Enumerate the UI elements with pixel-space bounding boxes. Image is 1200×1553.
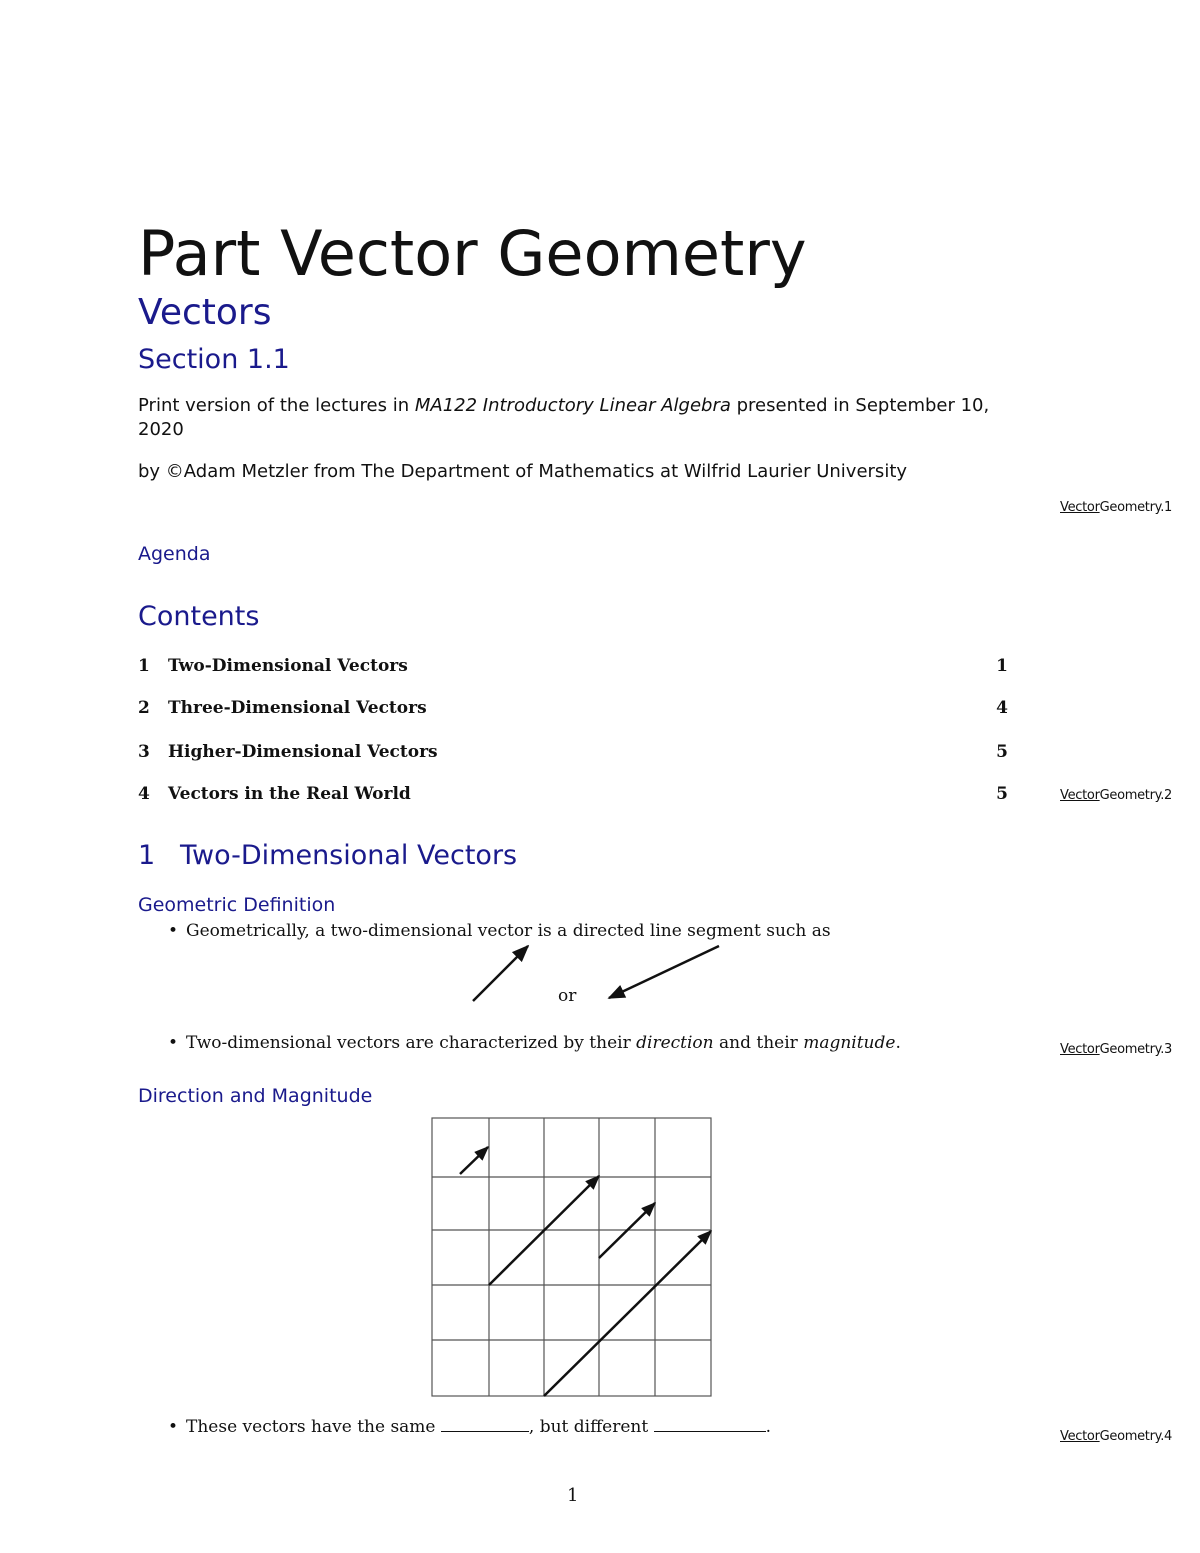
toc-number: 1 <box>138 656 150 676</box>
slide-tag-3 <box>1060 1042 1172 1058</box>
fill-in-blank-1[interactable] <box>441 1413 529 1432</box>
slide-tag-text: Geometry.1 <box>1099 500 1172 515</box>
grid-vectors <box>460 1147 711 1396</box>
bullet-dot: • <box>168 1417 179 1437</box>
part-title: Part Vector Geometry <box>138 217 807 290</box>
emphasis-direction: direction <box>636 1033 714 1053</box>
contents-heading: Contents <box>138 601 260 632</box>
bullet-same-different <box>168 1413 771 1439</box>
toc-entry[interactable] <box>138 653 1008 679</box>
grid-vector-medium <box>489 1176 599 1285</box>
fill-in-blank-2[interactable] <box>654 1413 766 1432</box>
print-info <box>138 394 998 442</box>
author-line: by ©Adam Metzler from The Department of Mathematics at Wilfrid Laurier University <box>138 461 908 482</box>
toc-entry[interactable] <box>138 739 1008 765</box>
toc-page: 1 <box>996 656 1008 676</box>
bullet-dot: • <box>168 921 179 941</box>
grid-vector-short <box>460 1147 488 1174</box>
grid-vector-long <box>544 1231 711 1396</box>
slide-tag-text: Geometry.3 <box>1099 1042 1172 1057</box>
slide-tag-4 <box>1060 1429 1172 1445</box>
toc-number: 2 <box>138 698 150 718</box>
toc-number: 4 <box>138 784 150 804</box>
print-info-suffix: presented in September 10, 2020 <box>138 395 990 440</box>
bullet-text: Two-dimensional vectors are characterized by their <box>186 1033 637 1053</box>
toc-entry[interactable] <box>138 695 1008 721</box>
section-number: 1 <box>138 840 156 871</box>
section-1-heading <box>138 838 517 874</box>
agenda-heading: Agenda <box>138 543 211 565</box>
slide-tag-link[interactable]: Vector <box>1060 788 1100 803</box>
or-label: or <box>558 986 577 1006</box>
bullet-geometric-definition <box>168 919 831 943</box>
chapter-title: Vectors <box>138 292 272 333</box>
direction-magnitude-heading: Direction and Magnitude <box>138 1085 373 1107</box>
slide-tag-link[interactable]: Vector <box>1060 1042 1100 1057</box>
toc-page: 5 <box>996 784 1008 804</box>
toc-entry[interactable] <box>138 781 1008 807</box>
grid-lines <box>432 1118 711 1396</box>
toc-page: 5 <box>996 742 1008 762</box>
slide-tag-link[interactable]: Vector <box>1060 500 1100 515</box>
example-vector-down-left <box>609 946 719 998</box>
slide-tag-link[interactable]: Vector <box>1060 1429 1100 1444</box>
example-vector-up-right <box>473 946 528 1001</box>
toc-label[interactable]: Vectors in the Real World <box>168 784 411 804</box>
bullet-text: and their <box>713 1033 804 1053</box>
page-number: 1 <box>567 1485 579 1506</box>
bullet-text: . <box>765 1417 771 1437</box>
bullet-text: , but different <box>528 1417 654 1437</box>
bullet-characterized <box>168 1031 901 1055</box>
bullet-dot: • <box>168 1033 179 1053</box>
geometric-definition-heading: Geometric Definition <box>138 894 336 916</box>
slide-tag-2 <box>1060 788 1172 804</box>
section-1-title: Two-Dimensional Vectors <box>180 840 518 871</box>
grid-vector-small <box>599 1203 655 1258</box>
slide-tag-text: Geometry.2 <box>1099 788 1172 803</box>
bullet-text: Geometrically, a two-dimensional vector is a directed line segment such as <box>186 921 831 941</box>
toc-label[interactable]: Three-Dimensional Vectors <box>168 698 427 718</box>
toc-page: 4 <box>996 698 1008 718</box>
print-info-prefix: Print version of the lectures in <box>138 395 415 416</box>
slide-tag-text: Geometry.4 <box>1099 1429 1172 1444</box>
bullet-text: These vectors have the same <box>186 1417 441 1437</box>
bullet-text: . <box>895 1033 901 1053</box>
course-name: MA122 Introductory Linear Algebra <box>414 395 731 416</box>
toc-label[interactable]: Higher-Dimensional Vectors <box>168 742 438 762</box>
toc-number: 3 <box>138 742 150 762</box>
toc-label[interactable]: Two-Dimensional Vectors <box>168 656 408 676</box>
section-title: Section 1.1 <box>138 344 290 375</box>
emphasis-magnitude: magnitude <box>803 1033 896 1053</box>
slide-tag-1 <box>1060 500 1172 516</box>
